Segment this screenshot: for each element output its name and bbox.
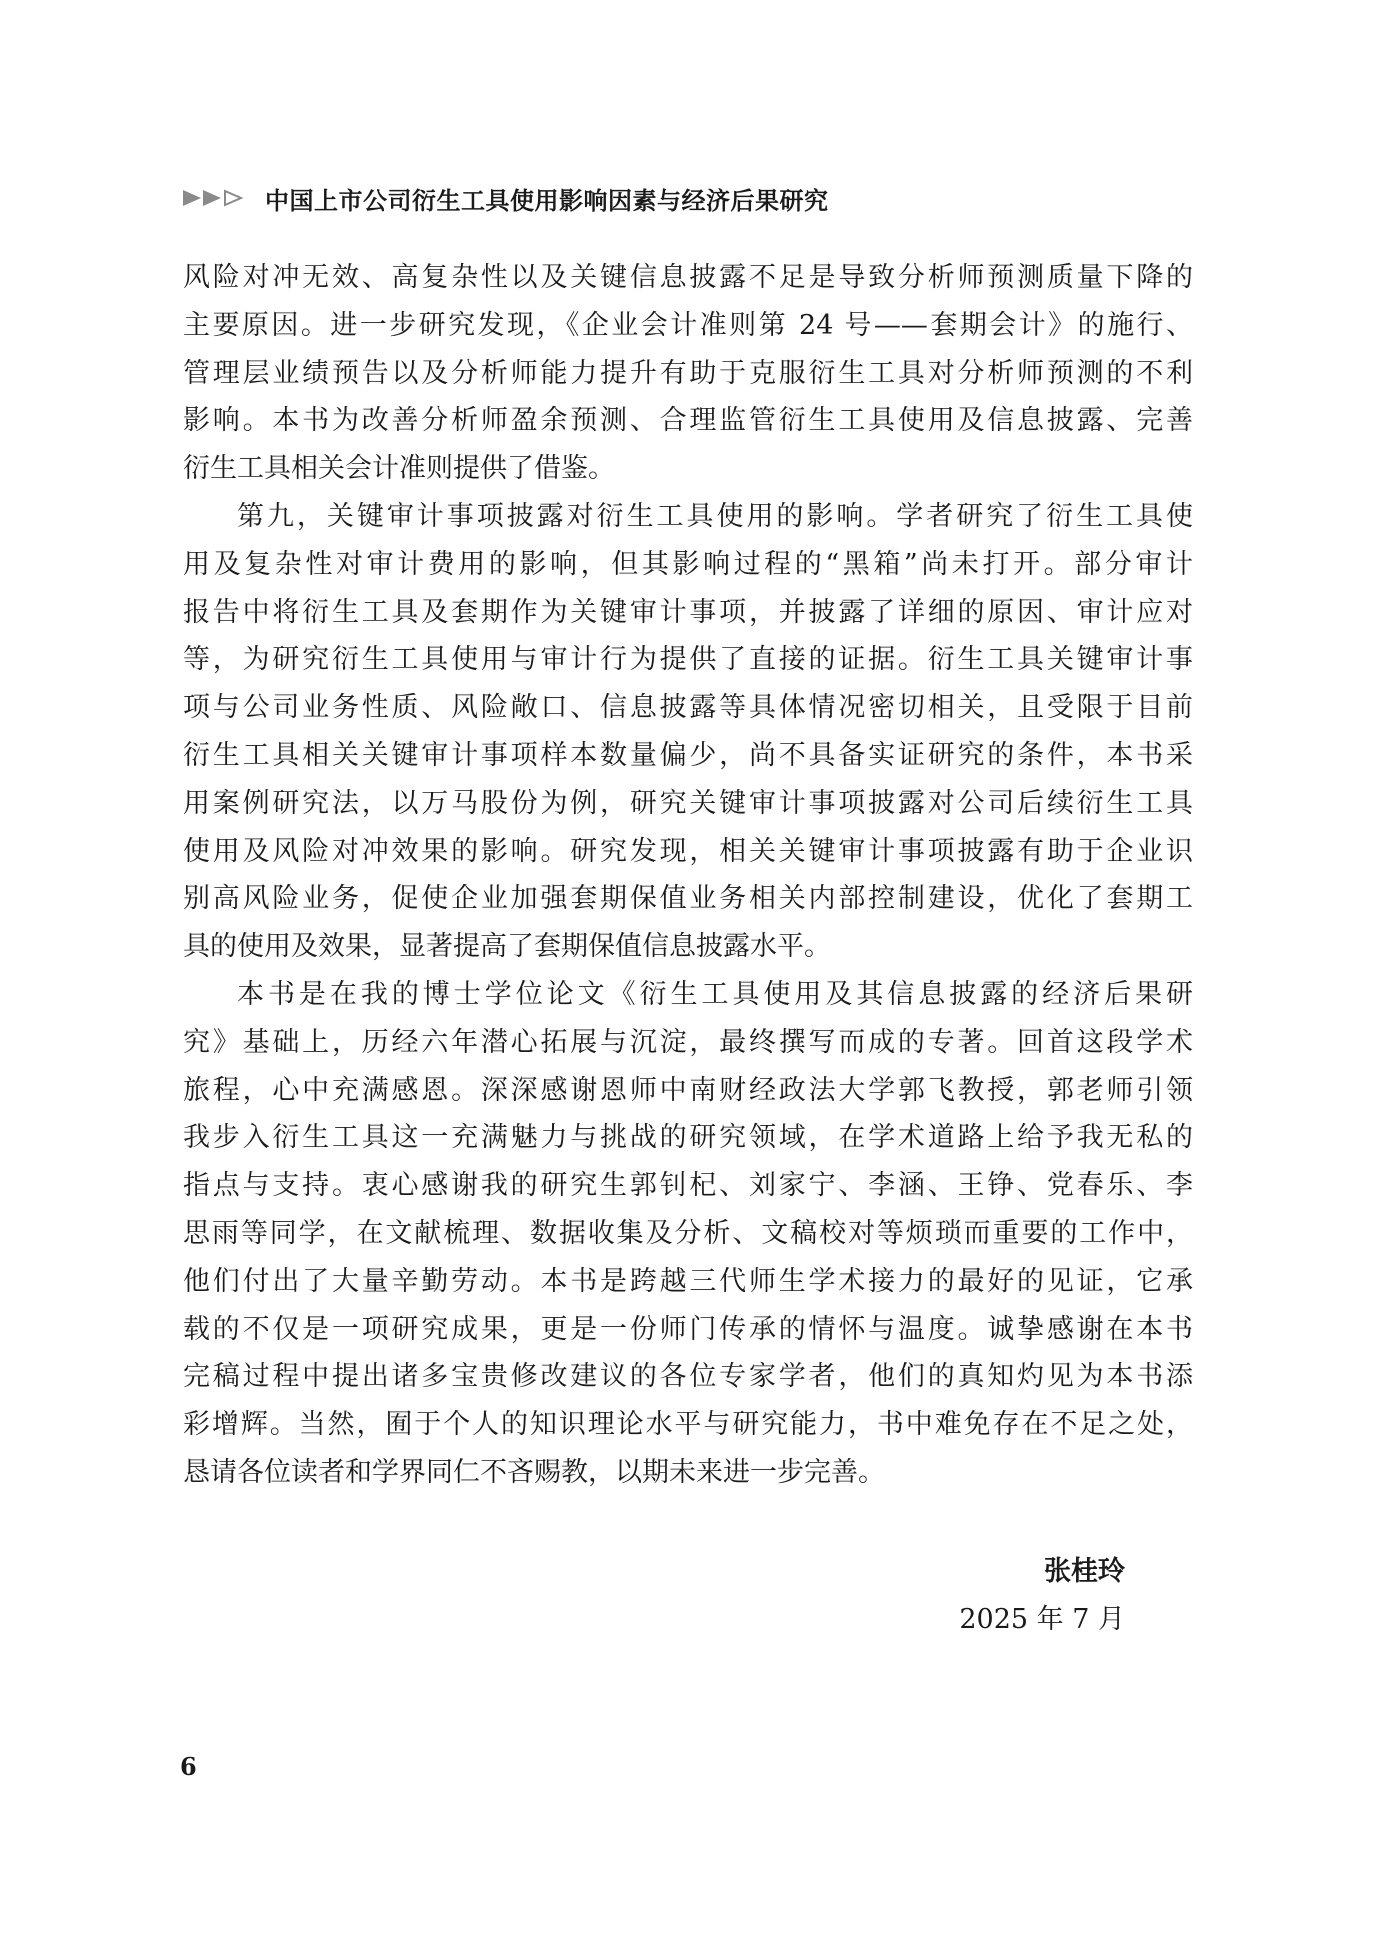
text-line: 究》基础上，历经六年潜心拓展与沉淀，最终撰写而成的专著。回首这段学术 (183, 1026, 1193, 1058)
text-line: 彩增辉。当然，囿于个人的知识理论水平与研究能力，书中难免存在不足之处， (183, 1409, 1193, 1441)
text-line: 完稿过程中提出诸多宝贵修改建议的各位专家学者，他们的真知灼见为本书添 (183, 1361, 1193, 1393)
text-line: 用案例研究法，以万马股份为例，研究关键审计事项披露对公司后续衍生工具 (183, 787, 1193, 819)
text-line: 主要原因。进一步研究发现，《企业会计准则第 24 号——套期会计》的施行、 (183, 309, 1193, 341)
text-line: 别高风险业务，促使企业加强套期保值业务相关内部控制建设，优化了套期工 (183, 883, 1193, 915)
paragraph (183, 971, 1193, 1497)
text-line: 指点与支持。衷心感谢我的研究生郭钊杞、刘家宁、李涵、王铮、党春乐、李 (183, 1170, 1193, 1202)
triple-arrow-icon (183, 188, 247, 208)
text-line: 风险对冲无效、高复杂性以及关键信息披露不足是导致分析师预测质量下降的 (183, 262, 1193, 293)
running-header (183, 178, 829, 218)
text-line: 第九，关键审计事项披露对衍生工具使用的影响。学者研究了衍生工具使 (237, 500, 1193, 532)
text-line: 思雨等同学，在文献梳理、数据收集及分析、文稿校对等烦琐而重要的工作中， (183, 1217, 1193, 1249)
text-line: 衍生工具相关关键审计事项样本数量偏少，尚不具备实证研究的条件，本书采 (183, 739, 1193, 771)
body-text (183, 254, 1193, 1497)
text-line: 管理层业绩预告以及分析师能力提升有助于克服衍生工具对分析师预测的不利 (183, 357, 1193, 389)
text-line: 用及复杂性对审计费用的影响，但其影响过程的“黑箱”尚未打开。部分审计 (183, 548, 1193, 580)
text-line: 等，为研究衍生工具使用与审计行为提供了直接的证据。衍生工具关键审计事 (183, 644, 1193, 676)
running-header-title: 中国上市公司衍生工具使用影响因素与经济后果研究 (265, 186, 829, 215)
text-line: 衍生工具相关会计准则提供了借鉴。 (183, 453, 615, 485)
text-line: 恳请各位读者和学界同仁不吝赐教，以期未来进一步完善。 (183, 1456, 885, 1488)
text-line: 载的不仅是一项研究成果，更是一份师门传承的情怀与温度。诚挚感谢在本书 (183, 1313, 1193, 1345)
signature-date: 2025 年 7 月 (959, 1604, 1125, 1635)
text-line: 旅程，心中充满感恩。深深感谢恩师中南财经政法大学郭飞教授，郭老师引领 (183, 1074, 1193, 1106)
text-line: 他们付出了大量辛勤劳动。本书是跨越三代师生学术接力的最好的见证，它承 (183, 1265, 1193, 1297)
text-line: 具的使用及效果，显著提高了套期保值信息披露水平。 (183, 931, 831, 963)
text-line: 报告中将衍生工具及套期作为关键审计事项，并披露了详细的原因、审计应对 (183, 596, 1193, 628)
text-line: 影响。本书为改善分析师盈余预测、合理监管衍生工具使用及信息披露、完善 (183, 405, 1193, 437)
paragraph (183, 254, 1193, 493)
author-name: 张桂玲 (1044, 1556, 1125, 1587)
text-line: 项与公司业务性质、风险敞口、信息披露等具体情况密切相关，且受限于目前 (183, 692, 1193, 724)
text-line: 使用及风险对冲效果的影响。研究发现，相关关键审计事项披露有助于企业识 (183, 835, 1193, 867)
text-line: 我步入衍生工具这一充满魅力与挑战的研究领域，在学术道路上给予我无私的 (183, 1122, 1193, 1154)
text-line: 本书是在我的博士学位论文《衍生工具使用及其信息披露的经济后果研 (237, 978, 1193, 1010)
page-number: 6 (180, 1752, 197, 1781)
paragraph (183, 493, 1193, 971)
signature-block (959, 1548, 1125, 1644)
